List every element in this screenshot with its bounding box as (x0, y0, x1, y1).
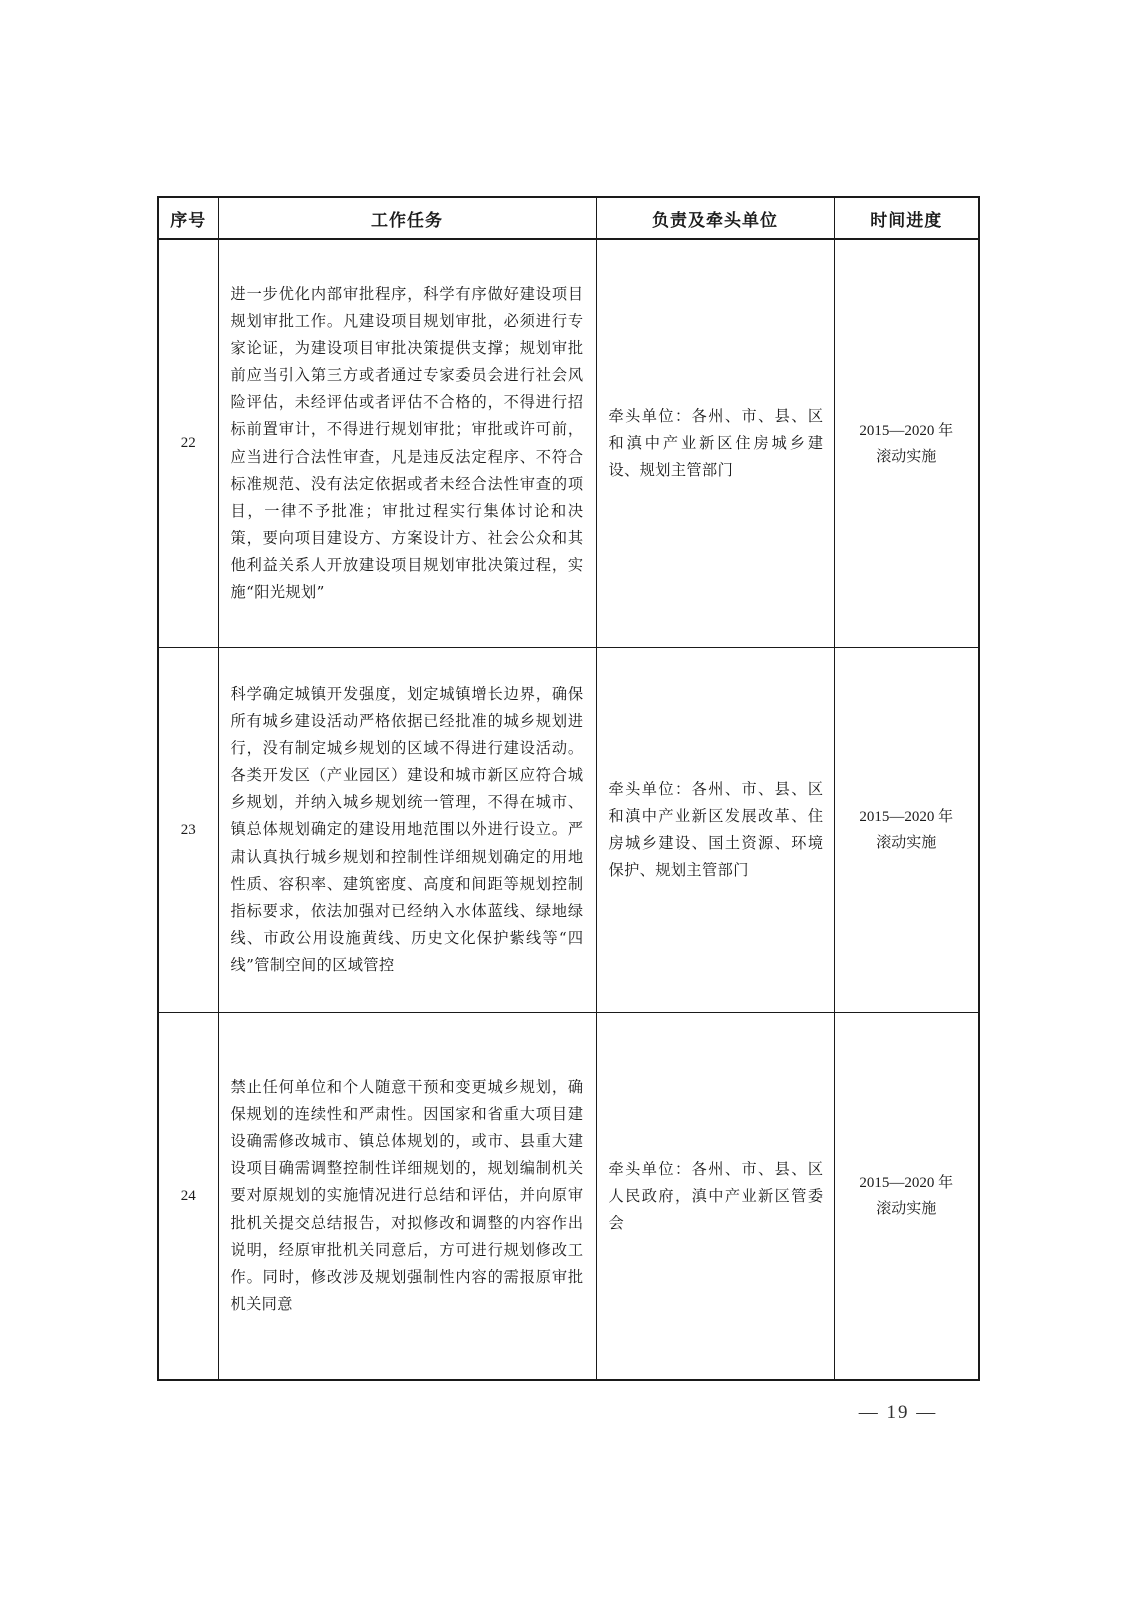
table-row (158, 1013, 979, 1381)
header-time: 时间进度 (834, 197, 979, 239)
row-number: 23 (158, 648, 218, 1013)
time-mode: 滚动实施 (876, 835, 937, 851)
time-range: 2015—2020 年 (859, 1175, 954, 1191)
header-task: 工作任务 (218, 197, 596, 239)
time-schedule (834, 1013, 979, 1381)
responsible-unit: 牵头单位：各州、市、县、区和滇中产业新区住房城乡建设、规划主管部门 (596, 239, 834, 648)
task-description: 进一步优化内部审批程序，科学有序做好建设项目规划审批工作。凡建设项目规划审批，必须进行专家论证，为建设项目审批决策提供支撑；规划审批前应当引入第三方或者通过专家委员会进行社会风险评估，未经评估或者评估不合格的，不得进行招标前置审计，不得进行规划审批；审批或许可前，应当进行合法性审查，凡是违反法定程序、不符合标准规范、没有法定依据或者未经合法性审查的项目，一律不予批准；审批过程实行集体讨论和决策，要向项目建设方、方案设计方、社会公众和其他利益关系人开放建设项目规划审批决策过程，实施“阳光规划” (218, 239, 596, 648)
time-schedule (834, 239, 979, 648)
table-row (158, 239, 979, 648)
task-description: 禁止任何单位和个人随意干预和变更城乡规划，确保规划的连续性和严肃性。因国家和省重大项目建设确需修改城市、镇总体规划的，或市、县重大建设项目确需调整控制性详细规划的，规划编制机关要对原规划的实施情况进行总结和评估，并向原审批机关提交总结报告，对拟修改和调整的内容作出说明，经原审批机关同意后，方可进行规划修改工作。同时，修改涉及规划强制性内容的需报原审批机关同意 (218, 1013, 596, 1381)
time-schedule (834, 648, 979, 1013)
task-description: 科学确定城镇开发强度，划定城镇增长边界，确保所有城乡建设活动严格依据已经批准的城乡规划进行，没有制定城乡规划的区域不得进行建设活动。各类开发区（产业园区）建设和城市新区应符合城乡规划，并纳入城乡规划统一管理，不得在城市、镇总体规划确定的建设用地范围以外进行设立。严肃认真执行城乡规划和控制性详细规划确定的用地性质、容积率、建筑密度、高度和间距等规划控制指标要求，依法加强对已经纳入水体蓝线、绿地绿线、市政公用设施黄线、历史文化保护紫线等“四线”管制空间的区域管控 (218, 648, 596, 1013)
responsible-unit: 牵头单位：各州、市、县、区和滇中产业新区发展改革、住房城乡建设、国土资源、环境保护、规划主管部门 (596, 648, 834, 1013)
responsible-unit: 牵头单位：各州、市、县、区人民政府，滇中产业新区管委会 (596, 1013, 834, 1381)
time-mode: 滚动实施 (876, 448, 937, 465)
table-row (158, 648, 979, 1013)
page-number: — 19 — (858, 1402, 938, 1423)
row-number: 24 (158, 1013, 218, 1381)
time-range: 2015—2020 年 (859, 809, 954, 825)
task-table (157, 196, 980, 1381)
header-unit: 负责及牵头单位 (596, 197, 834, 239)
table-header-row (158, 197, 979, 239)
time-range: 2015—2020 年 (859, 422, 954, 439)
time-mode: 滚动实施 (876, 1201, 937, 1217)
row-number: 22 (158, 239, 218, 648)
header-no: 序号 (158, 197, 218, 239)
